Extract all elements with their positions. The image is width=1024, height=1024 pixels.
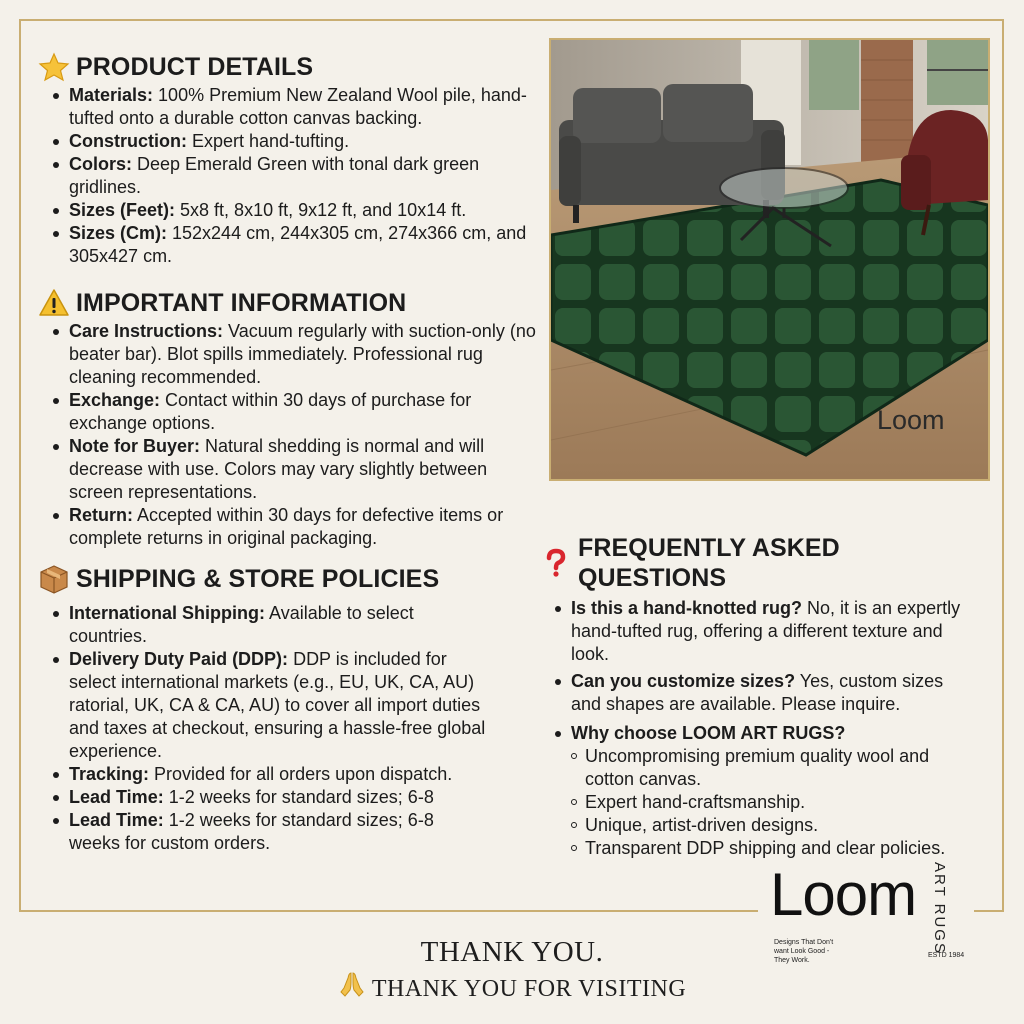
logo-side-text: ART RUGS [931, 862, 948, 955]
product-photo [549, 38, 990, 481]
list-item: Exchange: Contact within 30 days of purchase for exchange options. [52, 389, 543, 435]
praying-hands-icon [338, 970, 366, 1008]
shipping-policies-section [38, 564, 543, 855]
logo-established: ESTD 1984 [928, 952, 965, 959]
list-item: Sizes (Feet): 5x8 ft, 8x10 ft, 9x12 ft, and 10x14 ft. [52, 199, 543, 222]
faq-heading: FREQUENTLY ASKED QUESTIONS [540, 533, 990, 593]
product-details-section [38, 52, 543, 268]
list-item: Tracking: Provided for all orders upon dispatch. [52, 763, 543, 786]
package-icon [38, 564, 70, 594]
list-item: Delivery Duty Paid (DDP): DDP is included for select international markets (e.g., EU, UK, CA, AU) ratorial, UK, CA & CA, AU) to cover all import duties and taxes at checkout, ensuring a hassle-free global experience. [52, 648, 543, 763]
list-item: Unique, artist-driven designs. [571, 814, 976, 837]
shipping-policies-heading: SHIPPING & STORE POLICIES [38, 564, 543, 594]
list-item: Transparent DDP shipping and clear policies. [571, 837, 976, 860]
photo-watermark: Loom [877, 405, 945, 435]
list-item: Care Instructions: Vacuum regularly with suction-only (no beater bar). Blot spills immediately. Professional rug cleaning recommended. [52, 320, 543, 389]
list-item: Construction: Expert hand-tufting. [52, 130, 543, 153]
list-item: Is this a hand-knotted rug? No, it is an expertly hand-tufted rug, offering a different texture and look. [554, 597, 976, 666]
important-information-section [38, 288, 543, 550]
logo-tagline: Designs That Don't want Look Good - They Work. [774, 939, 834, 964]
list-item: Why choose LOOM ART RUGS? Uncompromising premium quality wool and cotton canvas. Expert hand-craftsmanship. Unique, artist-driven designs. Transparent DDP shipping and clear policies. [554, 722, 976, 860]
list-item: Sizes (Cm): 152x244 cm, 244x305 cm, 274x366 cm, and 305x427 cm. [52, 222, 543, 268]
list-item: Lead Time: 1-2 weeks for standard sizes; 6-8 weeks for custom orders. [52, 809, 543, 855]
thank-you-visiting-line: THANK YOU FOR VISITING [0, 970, 1024, 1008]
list-item: Uncompromising premium quality wool and cotton canvas. [571, 745, 976, 791]
product-details-heading: PRODUCT DETAILS [38, 52, 543, 82]
logo-wordmark: Loom [770, 861, 917, 928]
list-item: Return: Accepted within 30 days for defective items or complete returns in original packaging. [52, 504, 543, 550]
star-icon [38, 52, 70, 82]
list-item: Colors: Deep Emerald Green with tonal dark green gridlines. [52, 153, 543, 199]
faq-section [540, 533, 990, 860]
list-item: Materials: 100% Premium New Zealand Wool pile, hand-tufted onto a durable cotton canvas backing. [52, 84, 543, 130]
thank-you-heading: THANK YOU. [420, 936, 604, 968]
faq-column [540, 533, 990, 860]
important-information-heading: IMPORTANT INFORMATION [38, 288, 543, 318]
footer [0, 934, 1024, 1008]
warning-icon [38, 288, 70, 318]
list-item: Expert hand-craftsmanship. [571, 791, 976, 814]
list-item: Note for Buyer: Natural shedding is normal and will decrease with use. Colors may vary slightly between screen representations. [52, 435, 543, 504]
list-item: Lead Time: 1-2 weeks for standard sizes; 6-8 [52, 786, 543, 809]
question-icon [540, 548, 572, 578]
list-item: Can you customize sizes? Yes, custom sizes and shapes are available. Please inquire. [554, 670, 976, 716]
left-column [38, 52, 543, 855]
list-item: International Shipping: Available to select countries. [52, 602, 543, 648]
